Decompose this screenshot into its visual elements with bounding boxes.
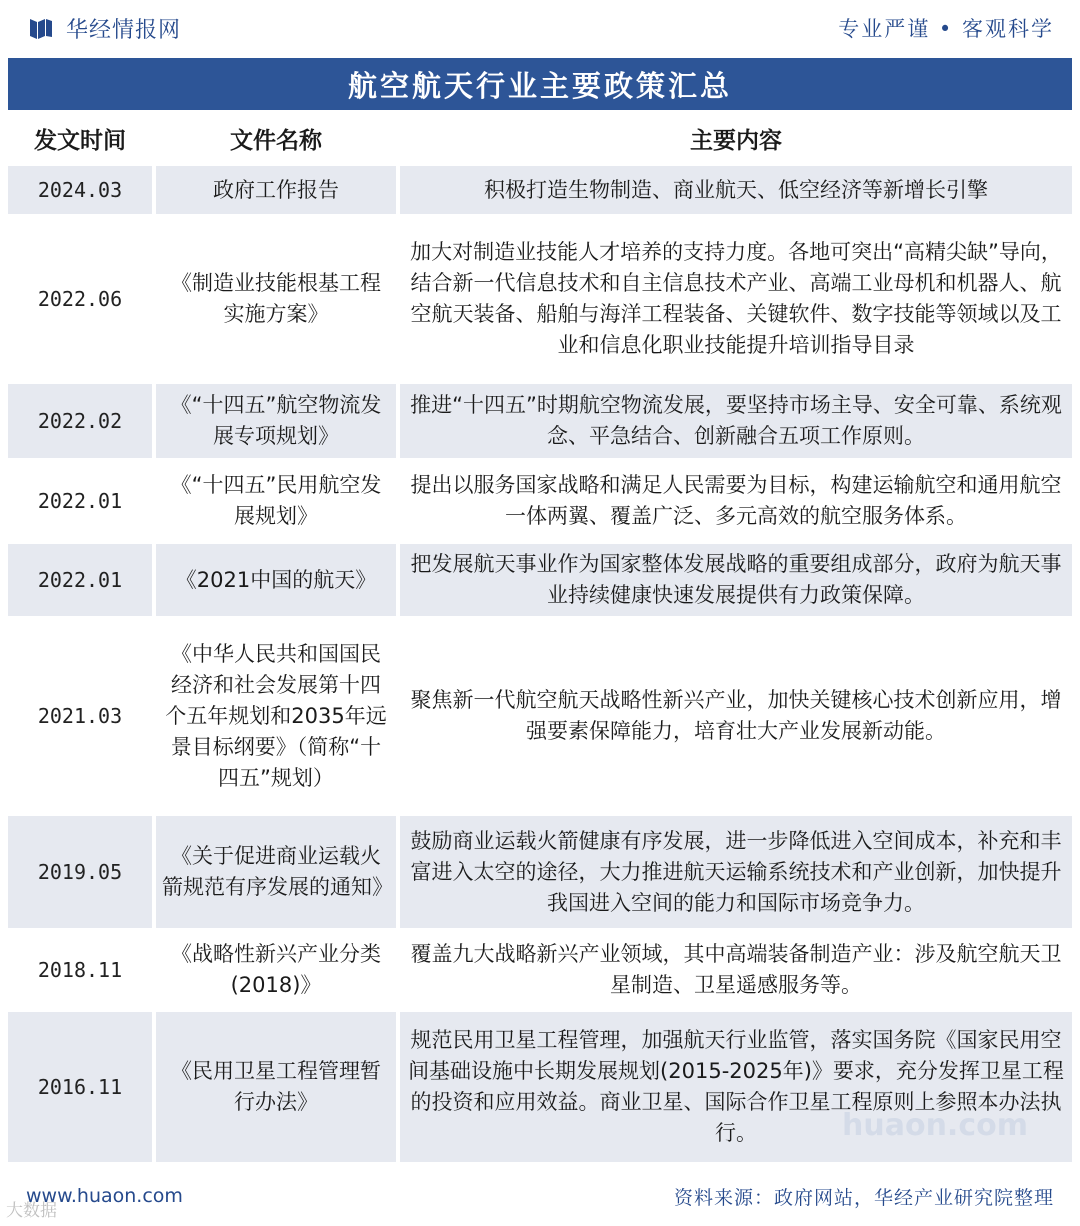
huajing-logo-icon bbox=[28, 15, 54, 41]
footer bbox=[0, 1176, 1080, 1216]
row-content: 加大对制造业技能人才培养的支持力度。各地可突出“高精尖缺”导向，结合新一代信息技术和自主信息技术产业、高端工业母机和机器人、航空航天装备、船舶与海洋工程装备、关键软件、数字技能等领域以及工业和信息化职业技能提升培训指导目录 bbox=[400, 218, 1072, 380]
row-content: 覆盖九大战略新兴产业领域，其中高端装备制造产业：涉及航空航天卫星制造、卫星遥感服务等。 bbox=[400, 932, 1072, 1008]
row-document: 《中华人民共和国国民经济和社会发展第十四个五年规划和2035年远景目标纲要》（简称“十四五”规划） bbox=[156, 620, 396, 812]
row-document: 《战略性新兴产业分类(2018)》 bbox=[156, 932, 396, 1008]
row-document: 政府工作报告 bbox=[156, 166, 396, 214]
table-row bbox=[8, 1012, 1072, 1162]
row-date: 2022.01 bbox=[8, 544, 152, 616]
table-title-bar bbox=[8, 58, 1072, 110]
table-row bbox=[8, 620, 1072, 812]
row-content: 把发展航天事业作为国家整体发展战略的重要组成部分，政府为航天事业持续健康快速发展提供有力政策保障。 bbox=[400, 544, 1072, 616]
row-date: 2022.06 bbox=[8, 218, 152, 380]
row-document: 《民用卫星工程管理暂行办法》 bbox=[156, 1012, 396, 1162]
table-header-row bbox=[8, 112, 1072, 164]
row-date: 2024.03 bbox=[8, 166, 152, 214]
corner-stamp: 大数据 bbox=[6, 1201, 57, 1221]
table-row bbox=[8, 462, 1072, 540]
row-content: 鼓励商业运载火箭健康有序发展，进一步降低进入空间成本，补充和丰富进入太空的途径，大力推进航天运输系统技术和产业创新，加快提升我国进入空间的能力和国际市场竞争力。 bbox=[400, 816, 1072, 928]
brand-name: 华经情报网 bbox=[66, 17, 182, 43]
slogan: 专业严谨 • 客观科学 bbox=[838, 17, 1054, 41]
table-title: 航空航天行业主要政策汇总 bbox=[347, 68, 732, 103]
row-date: 2022.02 bbox=[8, 384, 152, 458]
top-header bbox=[0, 0, 1080, 56]
row-document: 《“十四五”航空物流发展专项规划》 bbox=[156, 384, 396, 458]
watermark: huaon.com bbox=[842, 1108, 1028, 1143]
row-content: 提出以服务国家战略和满足人民需要为目标，构建运输航空和通用航空一体两翼、覆盖广泛、多元高效的航空服务体系。 bbox=[400, 462, 1072, 540]
column-header-document: 文件名称 bbox=[230, 126, 322, 154]
row-document: 《关于促进商业运载火箭规范有序发展的通知》 bbox=[156, 816, 396, 928]
policy-table-body bbox=[8, 166, 1072, 1166]
row-document: 《“十四五”民用航空发展规划》 bbox=[156, 462, 396, 540]
row-date: 2018.11 bbox=[8, 932, 152, 1008]
row-date: 2019.05 bbox=[8, 816, 152, 928]
row-date: 2022.01 bbox=[8, 462, 152, 540]
row-content: 聚焦新一代航空航天战略性新兴产业，加快关键核心技术创新应用，增强要素保障能力，培育壮大产业发展新动能。 bbox=[400, 620, 1072, 812]
table-row bbox=[8, 932, 1072, 1008]
row-date: 2016.11 bbox=[8, 1012, 152, 1162]
row-date: 2021.03 bbox=[8, 620, 152, 812]
footer-url[interactable]: www.huaon.com bbox=[26, 1185, 183, 1207]
table-row bbox=[8, 166, 1072, 214]
row-content: 推进“十四五”时期航空物流发展，要坚持市场主导、安全可靠、系统观念、平急结合、创新融合五项工作原则。 bbox=[400, 384, 1072, 458]
table-row bbox=[8, 816, 1072, 928]
row-content: 积极打造生物制造、商业航天、低空经济等新增长引擎 bbox=[400, 166, 1072, 214]
row-document: 《2021中国的航天》 bbox=[156, 544, 396, 616]
row-content: 规范民用卫星工程管理，加强航天行业监管，落实国务院《国家民用空间基础设施中长期发展规划(2015-2025年)》要求，充分发挥卫星工程的投资和应用效益。商业卫星、国际合作卫星工程原则上参照本办法执行。 bbox=[400, 1012, 1072, 1162]
source-note: 资料来源：政府网站，华经产业研究院整理 bbox=[673, 1186, 1054, 1209]
table-row bbox=[8, 384, 1072, 458]
column-header-content: 主要内容 bbox=[690, 126, 782, 154]
column-header-date: 发文时间 bbox=[34, 126, 126, 154]
row-document: 《制造业技能根基工程实施方案》 bbox=[156, 218, 396, 380]
table-row bbox=[8, 544, 1072, 616]
table-row bbox=[8, 218, 1072, 380]
brand bbox=[28, 13, 181, 44]
